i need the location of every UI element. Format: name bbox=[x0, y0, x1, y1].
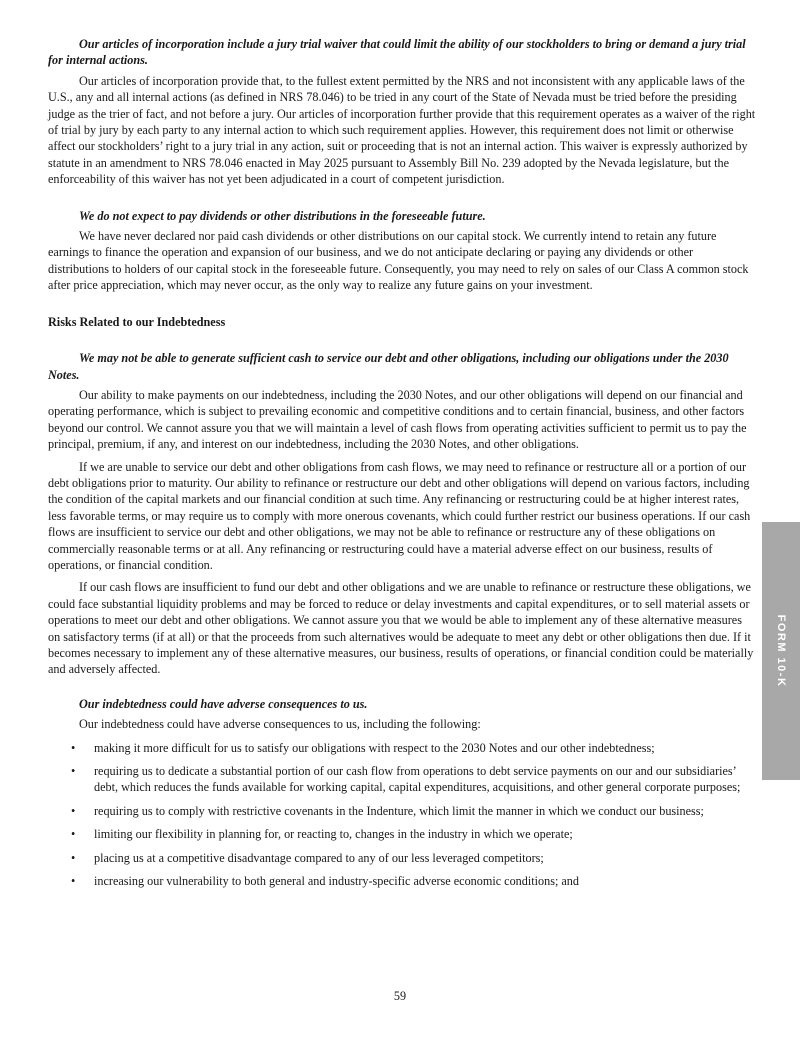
paragraph-dividends: We have never declared nor paid cash dividends or other distributions on our capital stock. We currently intend to retain any future earnings to finance the operation and expansion of our business, and we do not anticipate declaring or paying any dividends or other distributions to holders of our capital stock in the foreseeable future. Consequently, you may need to rely on sales of our Class A common stock after price appreciation, which may never occur, as the only way to realize any future gains on your investment. bbox=[48, 229, 749, 293]
list-item-text: placing us at a competitive disadvantage compared to any of our less leveraged competitors; bbox=[94, 850, 544, 865]
form-10k-side-tab bbox=[762, 522, 800, 780]
paragraph-debt-service-3: If our cash flows are insufficient to fund our debt and other obligations and we are unable to refinance or restructure these obligations, we could face substantial liquidity problems and may be forced to reduce or delay investments and capital expenditures, or to sell material assets or operations to meet our debt and other obligations. We cannot assure you that we would be able to implement any of these alternative measures on satisfactory terms (if at all) or that the proceeds from such alternatives would be adequate to meet any debt or other obligations then due. If it becomes necessary to implement any of these alternative measures, our business, results of operations, or financial condition could be materially and adversely affected. bbox=[48, 580, 754, 677]
list-item bbox=[48, 740, 756, 756]
section-title-indebtedness: Risks Related to our Indebtedness bbox=[48, 314, 226, 329]
list-item-text: increasing our vulnerability to both general and industry-specific adverse economic conditions; and bbox=[94, 874, 579, 889]
risk-heading-jury-trial: Our articles of incorporation include a jury trial waiver that could limit the ability of our stockholders to bring or demand a jury trial for internal actions. bbox=[48, 37, 746, 68]
risk-heading-dividends: We do not expect to pay dividends or other distributions in the foreseeable future. bbox=[79, 208, 486, 223]
document-body bbox=[48, 36, 756, 896]
risk-heading-adverse-consequences: Our indebtedness could have adverse consequences to us. bbox=[79, 696, 368, 711]
paragraph-adverse-intro: Our indebtedness could have adverse consequences to us, including the following: bbox=[79, 717, 481, 732]
bullet-marker: • bbox=[71, 740, 76, 755]
list-item-text: limiting our flexibility in planning for, or reacting to, changes in the industry in which we operate; bbox=[94, 827, 573, 842]
bullet-marker: • bbox=[71, 850, 76, 865]
list-item-text: requiring us to dedicate a substantial portion of our cash flow from operations to debt service payments on our and our subsidiaries’ debt, which reduces the funds available for working capital, capital expenditures, acquisitions, and other general corporate purposes; bbox=[94, 764, 741, 795]
list-item bbox=[48, 826, 756, 842]
bullet-marker: • bbox=[71, 803, 76, 818]
bullet-marker: • bbox=[71, 874, 76, 889]
adverse-consequences-list bbox=[48, 740, 756, 890]
bullet-marker: • bbox=[71, 827, 76, 842]
risk-heading-debt-service: We may not be able to generate sufficient cash to service our debt and other obligations, including our obligations under the 2030 Notes. bbox=[48, 351, 729, 382]
list-item bbox=[48, 763, 756, 796]
list-item bbox=[48, 803, 756, 819]
list-item bbox=[48, 873, 756, 889]
bullet-marker: • bbox=[71, 764, 76, 779]
page-number: 59 bbox=[393, 989, 407, 1003]
paragraph-jury-trial: Our articles of incorporation provide that, to the fullest extent permitted by the NRS and not inconsistent with any applicable laws of the U.S., any and all internal actions (as defined in NRS 78.046) to be tried in any court of the State of Nevada must be tried before the presiding judge as the trier of fact, and not before a jury. Our articles of incorporation further provide that this requirement operates as a waiver of the right of trial by jury by each party to any internal action to which such requirement applies. However, this requirement does not limit or otherwise affect our stockholders’ right to a jury trial in any action, suit or proceeding that is not an internal action. This waiver is expressly authorized by statute in an amendment to NRS 78.046 enacted in May 2025 pursuant to Assembly Bill No. 239 adopted by the Nevada legislature, but the enforceability of this waiver has not yet been adjudicated in a court of competent jurisdiction. bbox=[48, 73, 756, 187]
list-item bbox=[48, 850, 756, 866]
list-item-text: making it more difficult for us to satisfy our obligations with respect to the 2030 Notes and our other indebtedness; bbox=[94, 740, 655, 755]
side-tab-label: FORM 10-K bbox=[775, 614, 787, 688]
paragraph-debt-service-2: If we are unable to service our debt and other obligations from cash flows, we may need to refinance or restructure all or a portion of our debt obligations prior to maturity. Our ability to refinance or restructure our debt and other obligations will depend on various factors, including the condition of the capital markets and our financial condition at such time. Any refinancing or restructuring could be at higher interest rates, less favorable terms, or may require us to comply with more onerous covenants, which could further restrict our business operations. If our cash flows are insufficient to service our debt and other obligations, we may not be able to refinance or restructure any of these obligations on commercially reasonable terms or at all. Any refinancing or restructuring could have a material adverse effect on our business, results of operations, or financial condition. bbox=[48, 459, 751, 572]
paragraph-debt-service-1: Our ability to make payments on our indebtedness, including the 2030 Notes, and our other obligations will depend on our financial and operating performance, which is subject to prevailing economic and competitive conditions and to certain financial, business, and other factors beyond our control. We cannot assure you that we will maintain a level of cash flows from operating activities sufficient to permit us to pay the principal, premium, if any, and interest on our indebtedness, including the 2030 Notes, and other obligations. bbox=[48, 387, 747, 452]
list-item-text: requiring us to comply with restrictive covenants in the Indenture, which limit the manner in which we conduct our business; bbox=[94, 803, 704, 818]
